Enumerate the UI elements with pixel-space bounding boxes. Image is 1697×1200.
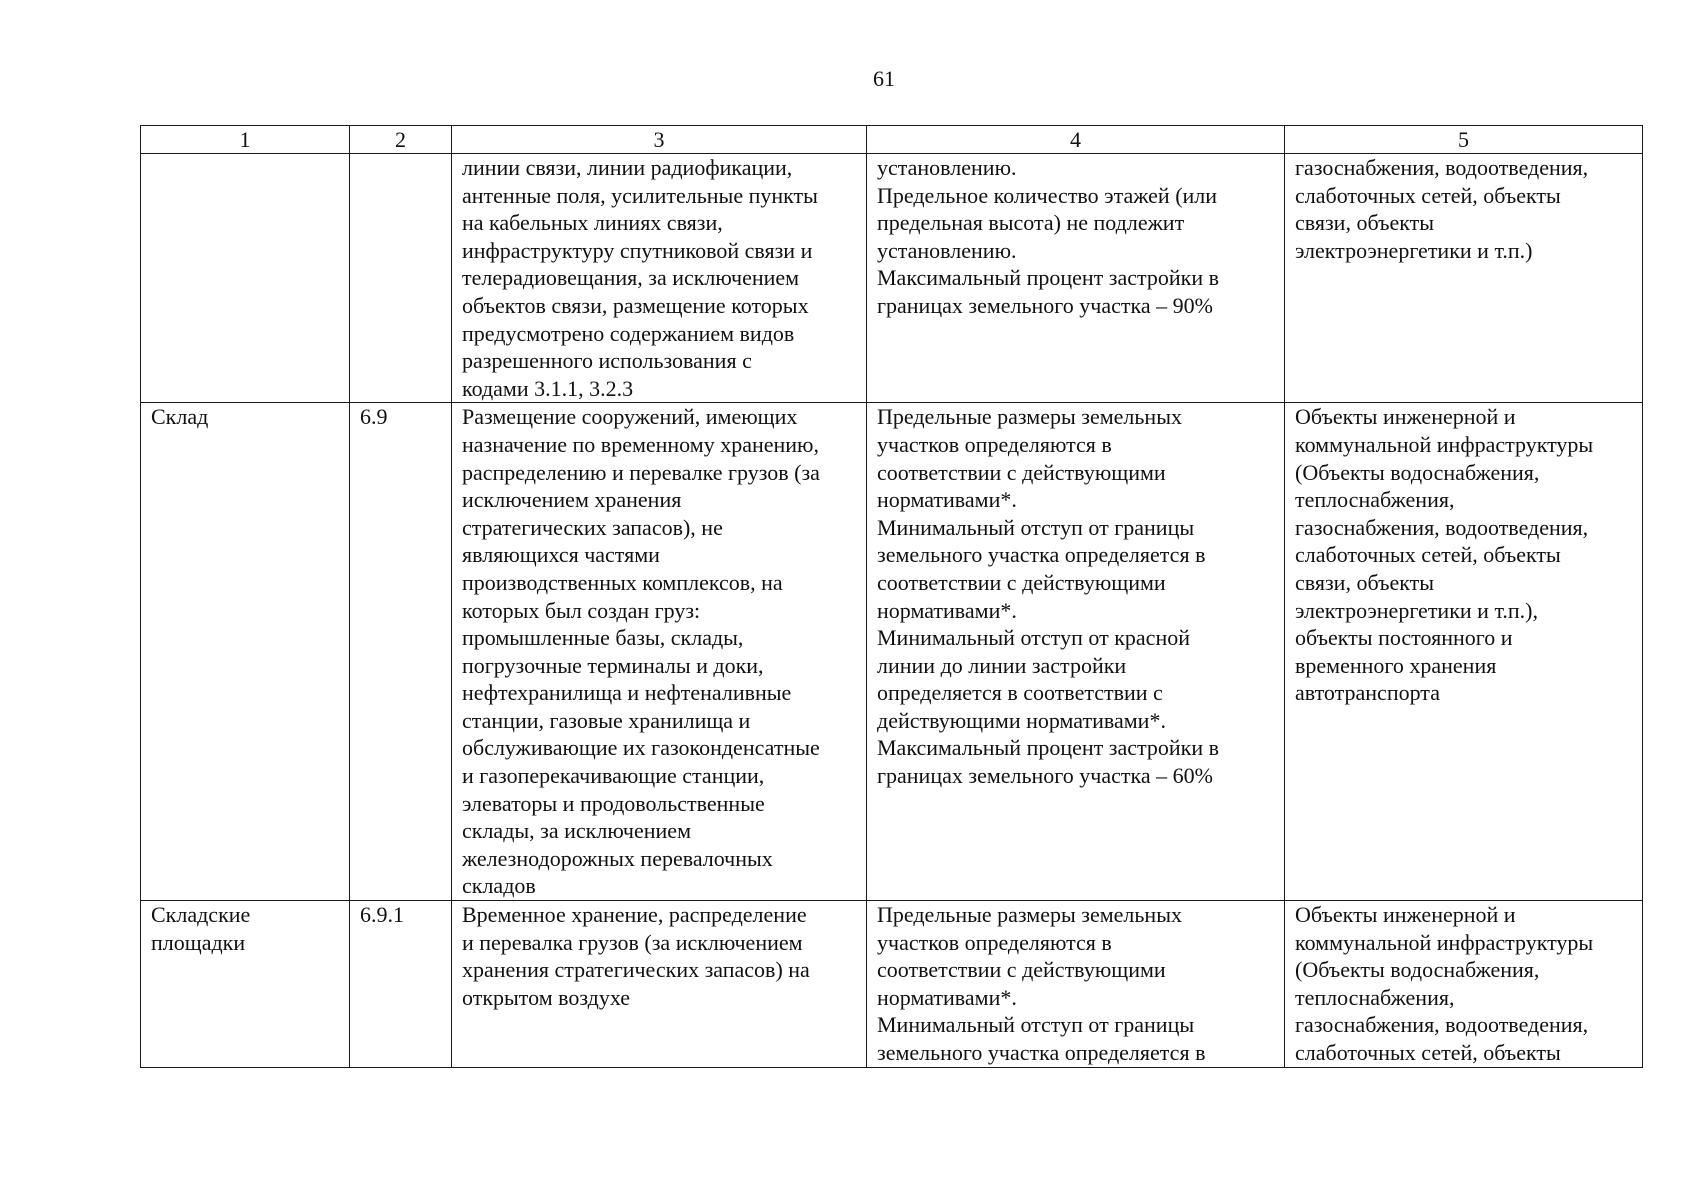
parameters-line: предельная высота) не подлежит <box>877 210 1185 236</box>
parameters-line: границах земельного участка – 60% <box>877 763 1213 789</box>
parameters-line: Минимальный отступ от границы <box>877 514 1195 540</box>
auxiliary-line: временного хранения <box>1295 652 1497 678</box>
auxiliary-uses-cell <box>1285 901 1643 1068</box>
parameters-line: соответствии с действующими <box>877 459 1166 485</box>
description-line: и газоперекачивающие станции, <box>462 763 765 789</box>
description-line: предусмотрено содержанием видов <box>462 320 795 346</box>
description-line: кодами 3.1.1, 3.2.3 <box>462 375 634 401</box>
column-header-2: 2 <box>350 126 452 154</box>
parameters-line: соответствии с действующими <box>877 957 1166 983</box>
parameters-line: определяется в соответствии с <box>877 680 1163 706</box>
parameters-line: Максимальный процент застройки в <box>877 735 1219 761</box>
auxiliary-line: слаботочных сетей, объекты <box>1295 1040 1561 1065</box>
use-name-cell <box>141 901 350 1068</box>
use-description-cell <box>452 154 867 403</box>
description-line: станции, газовые хранилища и <box>462 707 751 733</box>
auxiliary-line: теплоснабжения, <box>1295 984 1455 1010</box>
auxiliary-line: автотранспорта <box>1295 680 1440 706</box>
description-line: и перевалка грузов (за исключением <box>462 929 803 955</box>
land-use-table <box>140 125 1643 1068</box>
parameters-cell <box>867 403 1285 901</box>
table-row <box>141 901 1643 1068</box>
description-line: складов <box>462 873 536 899</box>
description-line: объектов связи, размещение которых <box>462 292 809 318</box>
use-code-text: 6.9 <box>360 404 388 430</box>
parameters-line: границах земельного участка – 90% <box>877 292 1213 318</box>
parameters-line: действующими нормативами*. <box>877 707 1166 733</box>
parameters-line: нормативами*. <box>877 597 1017 623</box>
description-line: промышленные базы, склады, <box>462 625 744 651</box>
auxiliary-line: Объекты инженерной и <box>1295 404 1516 430</box>
description-line: железнодорожных перевалочных <box>462 845 773 871</box>
use-description-cell <box>452 403 867 901</box>
description-line: нефтехранилища и нефтеналивные <box>462 680 792 706</box>
parameters-line: соответствии с действующими <box>877 569 1166 595</box>
parameters-line: участков определяются в <box>877 431 1112 457</box>
parameters-line: земельного участка определяется в <box>877 1040 1206 1065</box>
parameters-line: Предельные размеры земельных <box>877 404 1182 430</box>
description-line: инфраструктуру спутниковой связи и <box>462 237 813 263</box>
description-line: стратегических запасов), не <box>462 514 723 540</box>
parameters-line: Предельные размеры земельных <box>877 902 1182 928</box>
description-line: Размещение сооружений, имеющих <box>462 404 798 430</box>
use-name-line: Склад <box>151 404 209 430</box>
use-code-cell <box>350 901 452 1068</box>
description-line: распределению и перевалке грузов (за <box>462 459 820 485</box>
description-line: являющихся частями <box>462 542 660 568</box>
use-description-cell <box>452 901 867 1068</box>
description-line: Временное хранение, распределение <box>462 902 807 928</box>
use-name-line: Складские <box>151 902 251 928</box>
auxiliary-line: объекты постоянного и <box>1295 625 1513 651</box>
parameters-line: нормативами*. <box>877 487 1017 513</box>
use-name-line: площадки <box>151 929 246 955</box>
auxiliary-line: газоснабжения, водоотведения, <box>1295 1012 1589 1038</box>
auxiliary-line: Объекты инженерной и <box>1295 902 1516 928</box>
description-line: антенные поля, усилительные пункты <box>462 182 818 208</box>
parameters-line: линии до линии застройки <box>877 652 1127 678</box>
auxiliary-line: газоснабжения, водоотведения, <box>1295 155 1589 180</box>
auxiliary-line: связи, объекты <box>1295 569 1435 595</box>
table-body <box>141 154 1643 1068</box>
auxiliary-line: электроэнергетики и т.п.), <box>1295 597 1538 623</box>
parameters-line: нормативами*. <box>877 984 1017 1010</box>
description-line: элеваторы и продовольственные <box>462 790 765 816</box>
description-line: телерадиовещания, за исключением <box>462 265 800 291</box>
description-line: погрузочные терминалы и доки, <box>462 652 764 678</box>
auxiliary-line: электроэнергетики и т.п.) <box>1295 237 1533 263</box>
description-line: хранения стратегических запасов) на <box>462 957 810 983</box>
description-line: открытом воздухе <box>462 984 631 1010</box>
parameters-line: установлению. <box>877 155 1017 180</box>
description-line: на кабельных линиях связи, <box>462 210 723 236</box>
auxiliary-uses-cell <box>1285 403 1643 901</box>
auxiliary-line: слаботочных сетей, объекты <box>1295 542 1561 568</box>
auxiliary-line: (Объекты водоснабжения, <box>1295 459 1540 485</box>
parameters-line: Минимальный отступ от границы <box>877 1012 1195 1038</box>
column-header-1: 1 <box>141 126 350 154</box>
header-row <box>141 126 1643 154</box>
parameters-cell <box>867 154 1285 403</box>
parameters-line: участков определяются в <box>877 929 1112 955</box>
column-header-3: 3 <box>452 126 867 154</box>
description-line: производственных комплексов, на <box>462 569 783 595</box>
description-line: линии связи, линии радиофикации, <box>462 155 793 180</box>
use-code-cell <box>350 403 452 901</box>
column-header-4: 4 <box>867 126 1285 154</box>
auxiliary-line: слаботочных сетей, объекты <box>1295 182 1561 208</box>
description-line: разрешенного использования с <box>462 348 752 374</box>
auxiliary-line: (Объекты водоснабжения, <box>1295 957 1540 983</box>
table-row <box>141 154 1643 403</box>
auxiliary-uses-cell <box>1285 154 1643 403</box>
description-line: обслуживающие их газоконденсатные <box>462 735 820 761</box>
description-line: назначение по временному хранению, <box>462 431 819 457</box>
auxiliary-line: связи, объекты <box>1295 210 1435 236</box>
use-code-text: 6.9.1 <box>360 902 404 928</box>
parameters-line: Минимальный отступ от красной <box>877 625 1190 651</box>
description-line: которых был создан груз: <box>462 597 701 623</box>
table-row <box>141 403 1643 901</box>
page-number: 61 <box>873 66 895 91</box>
parameters-line: земельного участка определяется в <box>877 542 1206 568</box>
use-code-cell <box>350 154 452 403</box>
auxiliary-line: коммунальной инфраструктуры <box>1295 431 1594 457</box>
column-header-5: 5 <box>1285 126 1643 154</box>
parameters-line: Предельное количество этажей (или <box>877 182 1218 208</box>
use-name-cell <box>141 154 350 403</box>
description-line: склады, за исключением <box>462 818 691 844</box>
auxiliary-line: теплоснабжения, <box>1295 487 1455 513</box>
parameters-cell <box>867 901 1285 1068</box>
parameters-line: установлению. <box>877 237 1017 263</box>
auxiliary-line: коммунальной инфраструктуры <box>1295 929 1594 955</box>
description-line: исключением хранения <box>462 487 682 513</box>
parameters-line: Максимальный процент застройки в <box>877 265 1219 291</box>
use-name-cell <box>141 403 350 901</box>
auxiliary-line: газоснабжения, водоотведения, <box>1295 514 1589 540</box>
